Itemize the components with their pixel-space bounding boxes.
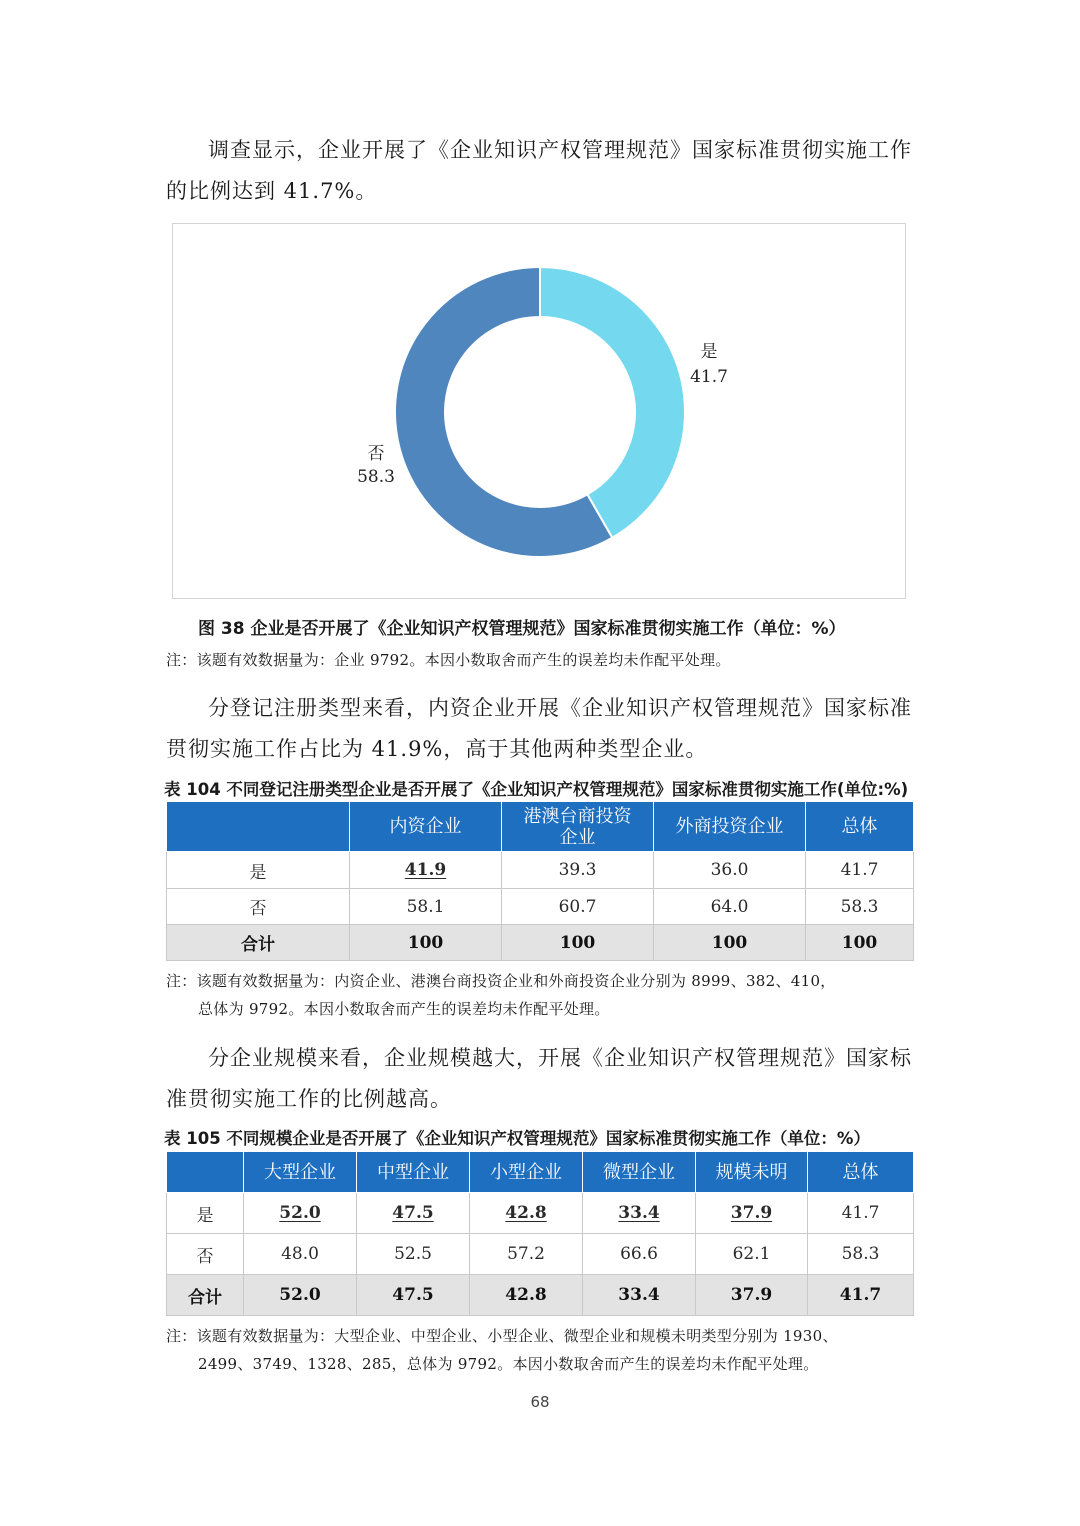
figure-note: 注：该题有效数据量为：企业 9792。本因小数取舍而产生的误差均未作配平处理。 (166, 651, 731, 669)
table-cell: 41.7 (808, 1193, 914, 1234)
table-cell (350, 852, 502, 889)
table-104-header-blank (167, 802, 350, 852)
table-row (167, 852, 914, 889)
row-label: 否 (167, 889, 350, 925)
table-105-caption: 表 105 不同规模企业是否开展了《企业知识产权管理规范》国家标准贯彻实施工作（单位：%） (164, 1129, 870, 1148)
slice-value-label: 41.7 (690, 367, 728, 387)
table-105-header-unknown: 规模未明 (696, 1152, 808, 1193)
table-row (167, 889, 914, 925)
highlighted-value: 37.9 (730, 1203, 773, 1223)
intro-paragraph: 调查显示，企业开展了《企业知识产权管理规范》国家标准贯彻实施工作的比例达到 41.7%。 (166, 138, 912, 203)
table-105 (166, 1151, 914, 1316)
table-total-row (167, 925, 914, 961)
table-cell: 37.9 (696, 1275, 808, 1316)
row-label: 是 (167, 1193, 244, 1234)
table-cell: 66.6 (583, 1234, 696, 1275)
table-104-header-domestic: 内资企业 (350, 802, 502, 852)
scale-paragraph: 分企业规模来看，企业规模越大，开展《企业知识产权管理规范》国家标准贯彻实施工作的比例越高。 (166, 1046, 912, 1111)
table-cell: 33.4 (583, 1275, 696, 1316)
table-cell: 100 (502, 925, 654, 961)
table-cell (244, 1193, 357, 1234)
figure-caption: 图 38 企业是否开展了《企业知识产权管理规范》国家标准贯彻实施工作（单位：%） (198, 619, 846, 639)
table-cell: 52.0 (244, 1275, 357, 1316)
table-cell: 58.3 (806, 889, 914, 925)
table-105-note (166, 1322, 926, 1378)
table-104-header-overall: 总体 (806, 802, 914, 852)
slice-label: 是 (700, 342, 718, 362)
table-cell: 100 (806, 925, 914, 961)
table-cell (470, 1193, 583, 1234)
table-104-header-hk-macao-taiwan: 港澳台商投资企业 (502, 802, 654, 852)
table-cell: 58.1 (350, 889, 502, 925)
table-row (167, 1193, 914, 1234)
table-104-header-row (167, 802, 914, 852)
table-row (167, 1234, 914, 1275)
table-cell: 100 (350, 925, 502, 961)
table-105-header-row (167, 1152, 914, 1193)
table-cell: 41.7 (808, 1275, 914, 1316)
table-105-note-line2: 2499、3749、1328、285，总体为 9792。本因小数取舍而产生的误差均未作配平处理。 (198, 1355, 819, 1373)
table-cell: 60.7 (502, 889, 654, 925)
table-105-header-blank (167, 1152, 244, 1193)
row-label: 否 (167, 1234, 244, 1275)
row-label: 合计 (167, 925, 350, 961)
table-105-header-micro: 微型企业 (583, 1152, 696, 1193)
table-104-note-line2: 总体为 9792。本因小数取舍而产生的误差均未作配平处理。 (198, 1000, 610, 1018)
table-cell (696, 1193, 808, 1234)
table-104-note-line1: 注：该题有效数据量为：内资企业、港澳台商投资企业和外商投资企业分别为 8999、382、410， (166, 972, 836, 990)
table-105-header-medium: 中型企业 (357, 1152, 470, 1193)
table-cell: 57.2 (470, 1234, 583, 1275)
table-cell: 100 (654, 925, 806, 961)
page-number: 68 (530, 1393, 550, 1411)
registration-type-paragraph: 分登记注册类型来看，内资企业开展《企业知识产权管理规范》国家标准贯彻实施工作占比为 41.9%，高于其他两种类型企业。 (166, 696, 912, 761)
table-105-note-line1: 注：该题有效数据量为：大型企业、中型企业、小型企业、微型企业和规模未明类型分别为 1930、 (166, 1327, 838, 1345)
slice-value-label: 58.3 (357, 467, 395, 487)
table-104 (166, 801, 914, 961)
table-104-note (166, 967, 926, 1023)
table-cell: 58.3 (808, 1234, 914, 1275)
table-105-header-large: 大型企业 (244, 1152, 357, 1193)
highlighted-value: 33.4 (618, 1203, 660, 1223)
table-cell: 42.8 (470, 1275, 583, 1316)
table-cell: 41.7 (806, 852, 914, 889)
table-cell: 52.5 (357, 1234, 470, 1275)
table-cell (583, 1193, 696, 1234)
table-105-header-overall: 总体 (808, 1152, 914, 1193)
slice-label: 否 (367, 444, 385, 464)
table-104-header-foreign: 外商投资企业 (654, 802, 806, 852)
table-105-header-small: 小型企业 (470, 1152, 583, 1193)
row-label: 是 (167, 852, 350, 889)
highlighted-value: 47.5 (392, 1203, 434, 1223)
row-label: 合计 (167, 1275, 244, 1316)
table-cell: 48.0 (244, 1234, 357, 1275)
table-104-caption: 表 104 不同登记注册类型企业是否开展了《企业知识产权管理规范》国家标准贯彻实施工作(单位:%) (164, 780, 909, 799)
donut-chart (172, 223, 906, 599)
donut-chart-svg (173, 224, 905, 598)
highlighted-value: 42.8 (505, 1203, 547, 1223)
table-cell: 39.3 (502, 852, 654, 889)
table-cell: 62.1 (696, 1234, 808, 1275)
highlighted-value: 52.0 (279, 1203, 321, 1223)
table-cell: 47.5 (357, 1275, 470, 1316)
table-cell: 36.0 (654, 852, 806, 889)
table-cell: 64.0 (654, 889, 806, 925)
donut-slice-yes (540, 267, 685, 538)
table-cell (357, 1193, 470, 1234)
highlighted-value: 41.9 (404, 860, 447, 880)
table-total-row (167, 1275, 914, 1316)
